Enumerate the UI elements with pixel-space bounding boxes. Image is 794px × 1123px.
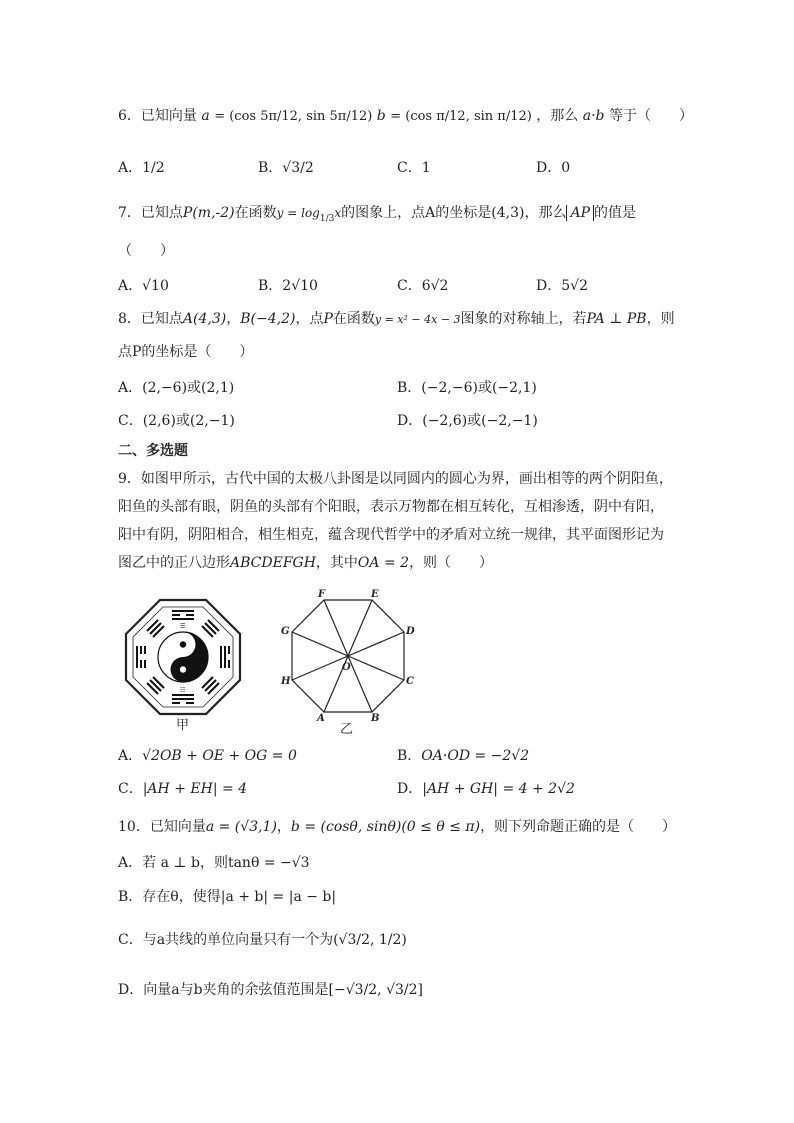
- option-value: 1: [421, 160, 431, 176]
- q10-comma: ，: [276, 819, 291, 835]
- q7-mid: 在函数: [234, 205, 277, 221]
- vector-b: b: [376, 108, 386, 124]
- q9-line4b: ，其中: [315, 555, 358, 571]
- option-label: D．: [397, 781, 423, 797]
- option-label: C．: [397, 160, 422, 176]
- option-label: A．: [118, 748, 143, 764]
- option-value: OA·OD = −2√2: [421, 748, 530, 764]
- q7-tail2: ，那么: [524, 205, 567, 221]
- q9-line4c: ，则（ ）: [409, 555, 494, 571]
- q7-option-c[interactable]: [397, 276, 448, 296]
- bagua-figure: [120, 596, 246, 718]
- figure-yi-caption: 乙: [340, 722, 354, 737]
- option-value: |AH + GH| = 4 + 2√2: [422, 781, 575, 797]
- q8-stem: [118, 309, 675, 330]
- q10-b-expr: b = (cosθ, sinθ)(0 ≤ θ ≤ π): [290, 819, 481, 835]
- q7-tail: 的图象上，点A的坐标是: [341, 205, 492, 221]
- q7-answer-paren: （ ）: [118, 243, 174, 259]
- q9-option-d[interactable]: [397, 779, 575, 799]
- q9-line-4: [118, 553, 493, 573]
- option-value: 0: [561, 160, 571, 176]
- option-value: (2,6)或(2,−1): [142, 413, 235, 429]
- center-o-label: O: [342, 662, 351, 673]
- option-value: 若 a ⊥ b，则tanθ = −√3: [142, 855, 310, 871]
- section-heading: 二、多选题: [118, 443, 188, 459]
- q8-mid: ，点: [295, 311, 324, 327]
- vertex-f-label: F: [318, 589, 326, 600]
- q9-option-c[interactable]: [118, 779, 247, 799]
- q8-perp: PA ⊥ PB: [586, 311, 647, 327]
- q6-a-expr: = (cos 5π/12, sin 5π/12): [214, 109, 373, 124]
- q7-func: y = log: [276, 206, 320, 220]
- q10-lead: 10．已知向量: [118, 819, 206, 835]
- q9-option-b[interactable]: [397, 746, 529, 766]
- q8-point-a: A(4,3): [182, 311, 227, 327]
- q6-tail2: 等于（ ）: [608, 108, 693, 124]
- vertex-c-label: C: [406, 676, 414, 687]
- option-label: D．: [536, 160, 562, 176]
- q7-option-a[interactable]: [118, 276, 169, 296]
- q8-point-b: B(−4,2): [240, 311, 296, 327]
- q8-option-b[interactable]: [397, 378, 537, 398]
- q10-option-a[interactable]: [118, 853, 310, 873]
- q6-tail: ，那么: [536, 108, 579, 124]
- option-value: √10: [142, 278, 169, 294]
- option-label: C．: [118, 781, 143, 797]
- vertex-d-label: D: [406, 626, 415, 637]
- option-value: |AH + EH| = 4: [142, 781, 248, 797]
- q8-mid2: 在函数: [332, 311, 375, 327]
- vertex-g-label: G: [281, 626, 290, 637]
- q6-dot-product: a·b: [582, 108, 605, 124]
- q9-line-3: 阳中有阴，阴阳相合，相生相克，蕴含现代哲学中的矛盾对立统一规律，其平面图形记为: [118, 527, 664, 543]
- option-label: D．: [118, 982, 144, 998]
- option-value: (−2,−6)或(−2,1): [421, 380, 537, 396]
- option-value: 向量a与b夹角的余弦值范围是[−√3/2, √3/2]: [143, 982, 424, 998]
- vertex-e-label: E: [371, 589, 379, 600]
- q6-stem: [118, 106, 693, 127]
- option-label: B．: [258, 160, 283, 176]
- q7-point: P(m,-2): [182, 205, 235, 221]
- q8-point-p: P: [323, 311, 333, 327]
- svg-text:☷: ☷: [180, 687, 186, 694]
- q10-a-expr: a = (√3,1): [205, 819, 277, 835]
- figure-jia-caption: 甲: [176, 718, 190, 733]
- q9-octagon: ABCDEFGH: [230, 555, 316, 571]
- option-label: C．: [118, 413, 143, 429]
- q6-option-a[interactable]: [118, 158, 165, 178]
- octagon-figure: [278, 586, 418, 724]
- q7-tail3: 的值是: [593, 205, 636, 221]
- option-label: A．: [118, 855, 143, 871]
- option-label: B．: [258, 278, 283, 294]
- q7-stem: [118, 203, 636, 229]
- option-label: D．: [536, 278, 562, 294]
- q7-ap-magnitude: AP: [566, 205, 594, 221]
- q9-line4a: 图乙中的正八边形: [118, 555, 230, 571]
- q9-line-2: 阳鱼的头部有眼，阴鱼的头部有个阳眼，表示万物都在相互转化，互相渗透，阴中有阳，: [118, 499, 664, 515]
- q6-option-b[interactable]: [258, 158, 314, 178]
- option-label: C．: [118, 932, 143, 948]
- svg-text:☰: ☰: [180, 623, 186, 630]
- q8-option-d[interactable]: [397, 411, 538, 431]
- q8-lead: 8．已知点: [118, 311, 183, 327]
- q7-coord: (4,3): [491, 205, 525, 221]
- q6-b-expr: = (cos π/12, sin π/12): [390, 109, 532, 124]
- option-label: A．: [118, 160, 143, 176]
- q7-lead: 7．已知点: [118, 205, 183, 221]
- q10-option-d[interactable]: [118, 980, 423, 1000]
- vertex-a-label: A: [317, 713, 325, 724]
- option-value: 6√2: [421, 278, 449, 294]
- q8-option-a[interactable]: [118, 378, 234, 398]
- option-value: 存在θ，使得|a + b| = |a − b|: [142, 889, 337, 905]
- option-value: 2√10: [282, 278, 318, 294]
- q8-func: y = x² − 4x − 3: [374, 313, 461, 326]
- option-label: B．: [118, 889, 143, 905]
- q8-tail: 图象的对称轴上，若: [460, 311, 587, 327]
- q6-option-d[interactable]: [536, 158, 570, 178]
- q6-lead: 6．已知向量: [118, 108, 197, 124]
- q10-stem: [118, 817, 676, 837]
- q10-option-b[interactable]: [118, 887, 336, 907]
- vertex-b-label: B: [371, 713, 380, 724]
- q8-line2: 点P的坐标是（ ）: [118, 344, 254, 360]
- vertex-h-label: H: [281, 676, 291, 687]
- q9-line-1: 9．如图甲所示，古代中国的太极八卦图是以同圆内的圆心为界，画出相等的两个阴阳鱼，: [118, 471, 673, 487]
- q7-var: x: [334, 206, 342, 220]
- option-label: A．: [118, 278, 143, 294]
- q8-option-c[interactable]: [118, 411, 235, 431]
- option-value: √2OB + OE + OG = 0: [142, 748, 297, 764]
- q9-oa: OA = 2: [357, 555, 410, 571]
- q7-log-base: 1/3: [319, 213, 335, 224]
- option-label: D．: [397, 413, 423, 429]
- option-value: (−2,6)或(−2,−1): [422, 413, 538, 429]
- vector-a: a: [201, 108, 210, 124]
- option-label: B．: [397, 380, 422, 396]
- q10-tail: ，则下列命题正确的是（ ）: [480, 819, 677, 835]
- option-label: C．: [397, 278, 422, 294]
- q10-option-c[interactable]: [118, 930, 407, 950]
- q7-option-b[interactable]: [258, 276, 318, 296]
- option-label: B．: [397, 748, 422, 764]
- option-value: 与a共线的单位向量只有一个为(√3/2, 1/2): [142, 932, 407, 948]
- q8-comma: ，: [226, 311, 241, 327]
- option-value: 5√2: [561, 278, 588, 294]
- q8-tail2: ，则: [646, 311, 675, 327]
- q9-option-a[interactable]: [118, 746, 297, 766]
- option-label: A．: [118, 380, 143, 396]
- q6-option-c[interactable]: [397, 158, 431, 178]
- q7-option-d[interactable]: [536, 276, 588, 296]
- option-value: 1/2: [142, 160, 165, 176]
- option-value: (2,−6)或(2,1): [142, 380, 235, 396]
- option-value: √3/2: [282, 160, 314, 176]
